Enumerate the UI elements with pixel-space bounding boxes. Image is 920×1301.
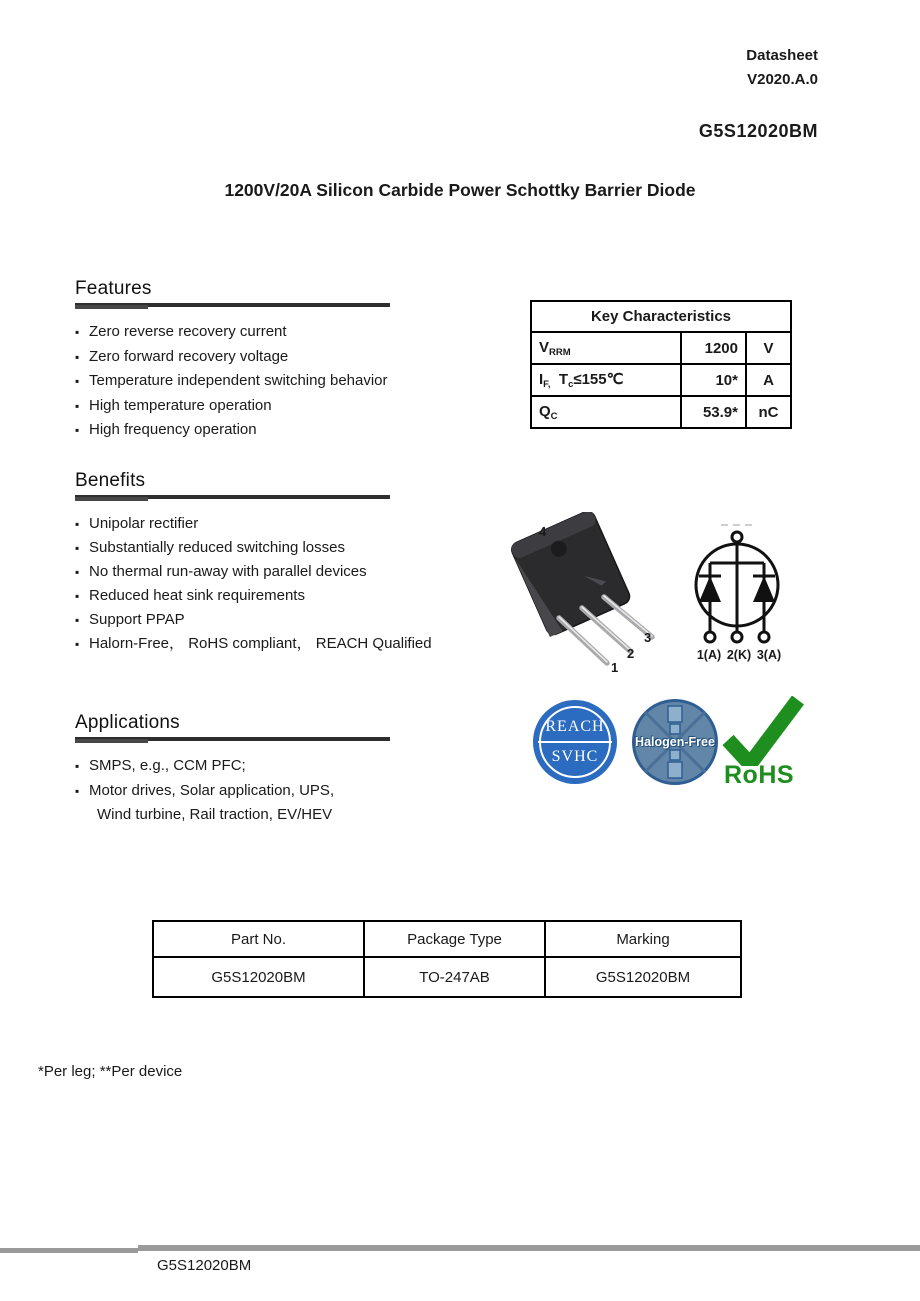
list-item: ▪ Motor drives, Solar application, UPS, <box>75 779 435 804</box>
diode-symbol <box>683 518 803 668</box>
benefits-list <box>75 512 475 656</box>
terminal-label-1a: 1(A) <box>696 648 722 662</box>
features-section <box>75 278 390 443</box>
value-cell: 1200 <box>681 332 746 364</box>
list-item: ▪ Zero reverse recovery current <box>75 320 390 345</box>
param-cell: $V_{RRM}$ <box>531 332 681 364</box>
param-cell: $Q_C$ <box>531 396 681 428</box>
reach-svhc-badge <box>533 700 617 784</box>
terminal-label-2k: 2(K) <box>726 648 752 662</box>
rohs-check-icon <box>722 696 806 766</box>
rohs-label: RoHS <box>724 761 795 789</box>
footer-rule <box>138 1245 920 1251</box>
applications-rule <box>75 737 390 744</box>
list-item: ▪ High frequency operation <box>75 418 390 443</box>
footer-rule <box>0 1248 138 1253</box>
reach-divider <box>538 741 612 743</box>
applications-heading: Applications <box>75 712 180 733</box>
footnote: *Per leg; **Per device <box>38 1063 183 1080</box>
rohs-badge <box>722 696 806 790</box>
benefits-heading: Benefits <box>75 470 146 491</box>
reach-text: REACH <box>545 718 605 735</box>
unit-cell: A <box>746 364 791 396</box>
pin-label-4: 4 <box>539 524 547 539</box>
pin-label-2: 2 <box>627 646 635 661</box>
pin-label-1: 1 <box>611 660 619 674</box>
part-number-table <box>152 920 742 998</box>
applications-list <box>75 754 435 828</box>
table-row <box>531 364 791 396</box>
part-no-cell: G5S12020BM <box>153 957 364 997</box>
pin-label-3: 3 <box>644 630 652 645</box>
value-cell: 10* <box>681 364 746 396</box>
features-rule <box>75 303 390 310</box>
doc-meta <box>746 44 818 92</box>
table-header-row <box>153 921 741 957</box>
package-photo <box>503 512 675 674</box>
value-cell: 53.9* <box>681 396 746 428</box>
marking-cell: G5S12020BM <box>545 957 741 997</box>
list-item: ▪ Substantially reduced switching losses <box>75 536 475 560</box>
list-item: ▪ Support PPAP <box>75 608 475 632</box>
page-title: 1200V/20A Silicon Carbide Power Schottky Barrier Diode <box>224 180 696 200</box>
unit-cell: nC <box>746 396 791 428</box>
list-item: Wind turbine, Rail traction, EV/HEV <box>97 806 333 823</box>
footer-part-number: G5S12020BM <box>157 1257 252 1274</box>
list-item: ▪ Temperature independent switching behavior <box>75 369 390 394</box>
halogen-free-label: Halogen-Free <box>635 735 715 749</box>
list-item: ▪ No thermal run-away with parallel devices <box>75 560 475 584</box>
header-part-number: G5S12020BM <box>698 121 818 141</box>
applications-section <box>75 712 390 828</box>
list-item: ▪ Halorn-Free， RoHS compliant， REACH Qualified <box>75 632 475 656</box>
doc-version: V2020.A.0 <box>747 71 818 88</box>
dual-diode-schematic <box>683 518 803 668</box>
table-row <box>531 332 791 364</box>
param-cell: $I_{F,}$ $T_c\le 155℃$ <box>531 364 681 396</box>
key-characteristics-table <box>530 300 792 429</box>
benefits-section <box>75 470 432 656</box>
to-247-package-image <box>503 512 675 674</box>
features-heading: Features <box>75 278 152 299</box>
halogen-free-badge <box>632 699 718 785</box>
col-header-marking: Marking <box>545 921 741 957</box>
features-list <box>75 320 390 443</box>
table-row <box>531 396 791 428</box>
unit-cell: V <box>746 332 791 364</box>
col-header-part-no: Part No. <box>153 921 364 957</box>
col-header-package-type: Package Type <box>364 921 545 957</box>
list-item: ▪ High temperature operation <box>75 394 390 419</box>
list-item: ▪ SMPS, e.g., CCM PFC; <box>75 754 435 779</box>
list-item: ▪ Reduced heat sink requirements <box>75 584 475 608</box>
doc-type: Datasheet <box>746 47 818 64</box>
terminal-label-3a: 3(A) <box>756 648 782 662</box>
svhc-text: SVHC <box>551 748 599 765</box>
table-row <box>153 957 741 997</box>
list-item: ▪ Unipolar rectifier <box>75 512 475 536</box>
benefits-rule <box>75 495 390 502</box>
list-item: ▪ Zero forward recovery voltage <box>75 345 390 370</box>
package-type-cell: TO-247AB <box>364 957 545 997</box>
key-table-title: Key Characteristics <box>531 301 791 332</box>
